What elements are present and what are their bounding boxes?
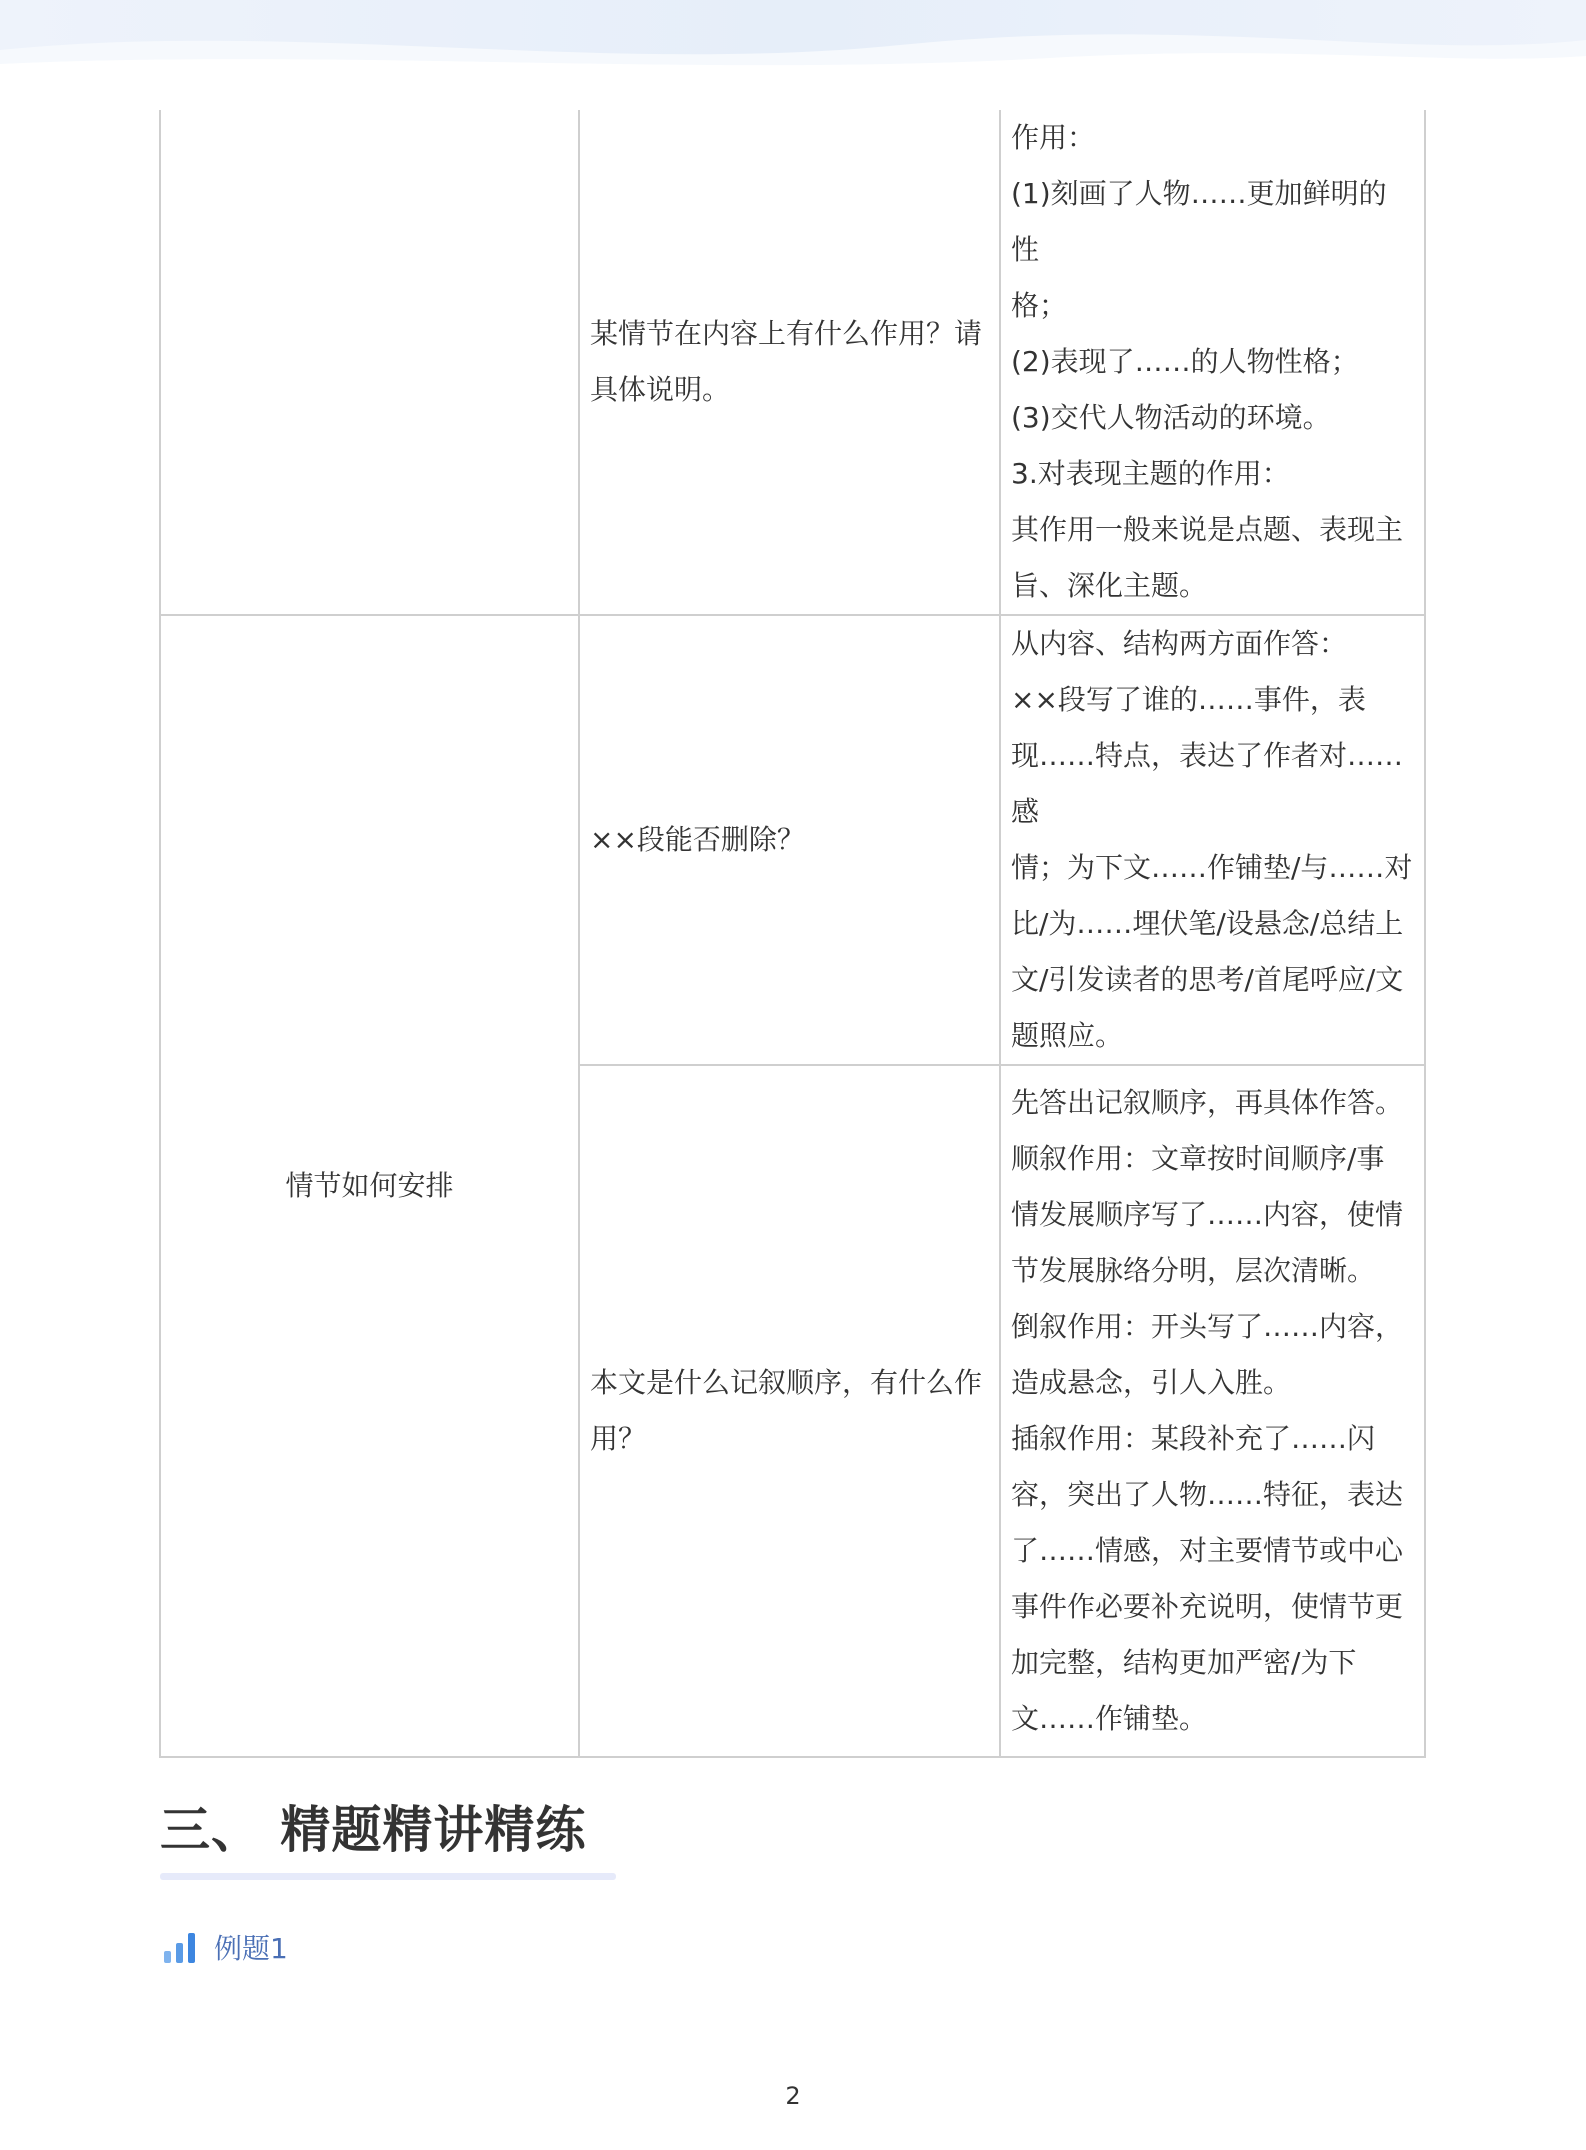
example-label: 例题1 bbox=[214, 1932, 288, 1965]
answer-line: 事件作必要补充说明，使情节更 bbox=[1011, 1590, 1404, 1623]
answer-line: 加完整，结构更加严密/为下 bbox=[1011, 1646, 1357, 1679]
answer-line: 题照应。 bbox=[1011, 1019, 1124, 1052]
answer-line: 比/为……埋伏笔/设悬念/总结上 bbox=[1011, 907, 1404, 940]
answer-line: 顺叙作用：文章按时间顺序/事 bbox=[1011, 1142, 1385, 1175]
answer-line: 文/引发读者的思考/首尾呼应/文 bbox=[1011, 963, 1404, 996]
answer-line: (3)交代人物活动的环境。 bbox=[1011, 401, 1331, 434]
example-title bbox=[162, 1925, 288, 1969]
answer-line: 插叙作用：某段补充了……闪 bbox=[1011, 1422, 1376, 1455]
table-row bbox=[160, 110, 1425, 615]
answer-cell bbox=[1000, 110, 1425, 615]
answer-line: 节发展脉络分明，层次清晰。 bbox=[1011, 1254, 1376, 1287]
answer-method-table bbox=[159, 110, 1424, 1758]
answer-line: 其作用一般来说是点题、表现主 bbox=[1011, 513, 1404, 546]
section-underline bbox=[160, 1873, 616, 1880]
answer-line: 先答出记叙顺序，再具体作答。 bbox=[1011, 1086, 1404, 1119]
question-cell: 某情节在内容上有什么作用？请具体说明。 bbox=[579, 110, 1000, 615]
answer-cell bbox=[1000, 615, 1425, 1065]
answer-line: 从内容、结构两方面作答： bbox=[1011, 627, 1348, 660]
answer-line: (2)表现了……的人物性格； bbox=[1011, 345, 1359, 378]
section-heading: 三、 精题精讲精练 bbox=[160, 1801, 587, 1859]
answer-line: 3.对表现主题的作用： bbox=[1011, 457, 1290, 490]
question-cell: ××段能否删除？ bbox=[579, 615, 1000, 1065]
category-cell: 情节如何安排 bbox=[160, 615, 579, 1757]
answer-line: 了……情感，对主要情节或中心 bbox=[1011, 1534, 1404, 1567]
bar-chart-icon bbox=[162, 1929, 198, 1965]
answer-line: 情；为下文……作铺垫/与……对 bbox=[1011, 851, 1413, 884]
question-cell: 本文是什么记叙顺序，有什么作用？ bbox=[579, 1065, 1000, 1757]
answer-line: 倒叙作用：开头写了……内容， bbox=[1011, 1310, 1404, 1343]
answer-line: 造成悬念，引人入胜。 bbox=[1011, 1366, 1292, 1399]
answer-line: 作用： bbox=[1011, 121, 1096, 154]
answer-line: (1)刻画了人物……更加鲜明的性 bbox=[1011, 177, 1387, 266]
answer-line: ××段写了谁的……事件，表 bbox=[1011, 683, 1366, 716]
answer-line: 现……特点，表达了作者对……感 bbox=[1011, 739, 1404, 828]
answer-line: 情发展顺序写了……内容，使情 bbox=[1011, 1198, 1404, 1231]
answer-line: 文……作铺垫。 bbox=[1011, 1702, 1208, 1735]
category-cell bbox=[160, 110, 579, 615]
answer-cell bbox=[1000, 1065, 1425, 1757]
answer-line: 格； bbox=[1011, 289, 1068, 322]
table-row bbox=[160, 615, 1425, 1065]
answer-line: 容，突出了人物……特征，表达 bbox=[1011, 1478, 1404, 1511]
header-wave-decoration bbox=[0, 0, 1586, 78]
answer-line: 旨、深化主题。 bbox=[1011, 569, 1208, 602]
page-number: 2 bbox=[785, 2082, 801, 2110]
